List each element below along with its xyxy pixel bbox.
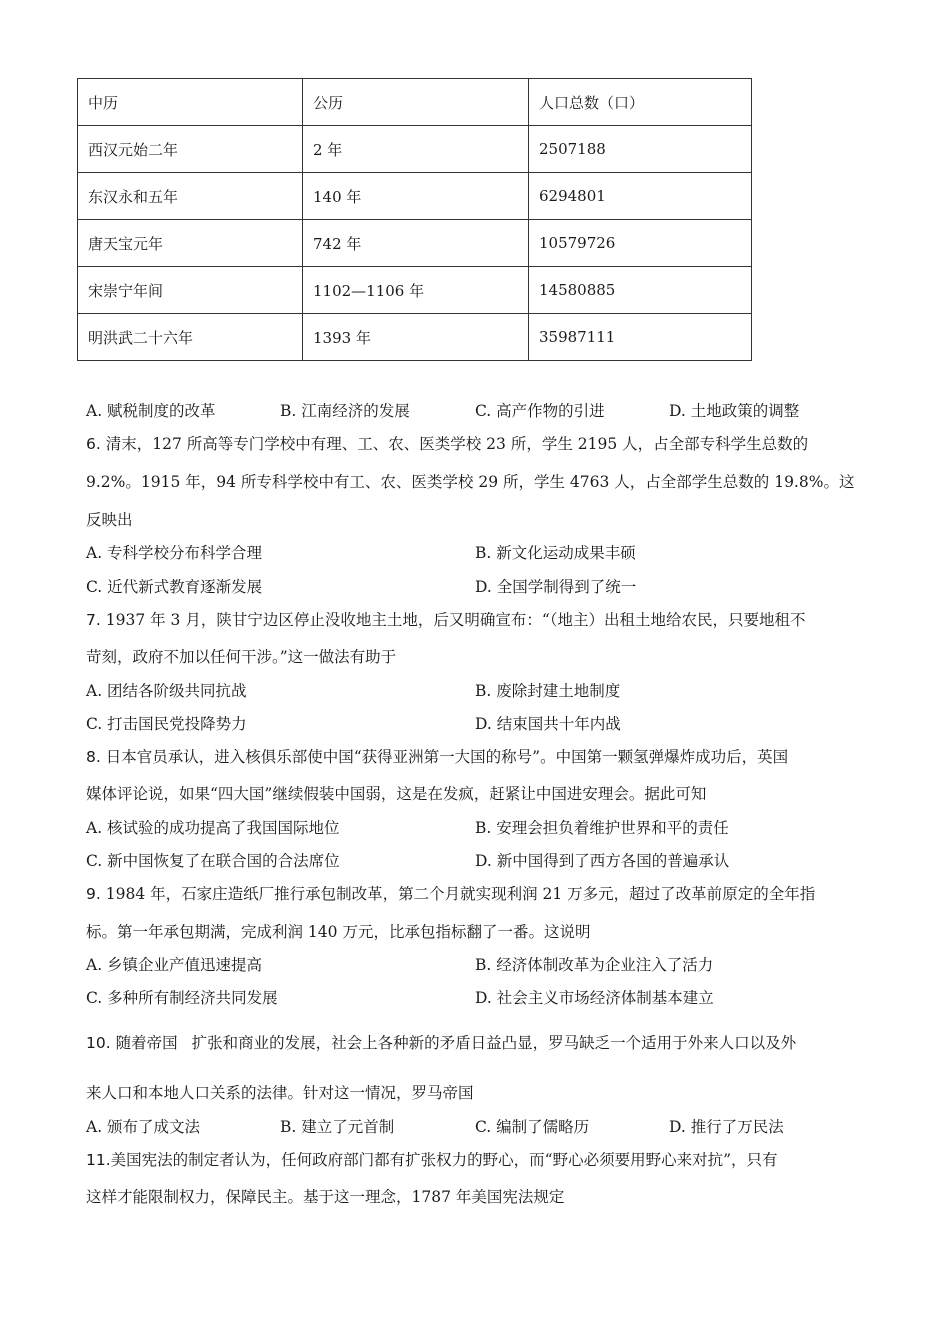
q6-option-b: B. 新文化运动成果丰硕 — [475, 544, 636, 562]
q6-option-c: C. 近代新式教育逐渐发展 — [86, 578, 263, 596]
q9-option-d: D. 社会主义市场经济体制基本建立 — [475, 989, 714, 1007]
q9-stem-line: 标。第一年承包期满，完成利润 140 万元，比承包指标翻了一番。这说明 — [86, 923, 591, 941]
header-cell: 公历 — [303, 79, 529, 126]
q6-stem-line: 反映出 — [86, 511, 133, 529]
table-cell: 14580885 — [529, 267, 752, 314]
q9-number: 9. — [86, 885, 101, 903]
table-cell: 1393 年 — [303, 314, 529, 361]
q5-option-d: D. 土地政策的调整 — [669, 402, 800, 420]
table-cell: 唐天宝元年 — [78, 220, 303, 267]
q6-option-d: D. 全国学制得到了统一 — [475, 578, 637, 596]
q10-stem-line: 10. 随着帝国 扩张和商业的发展，社会上各种新的矛盾日益凸显，罗马缺乏一个适用于外来人口以及外 — [86, 1034, 797, 1052]
table-cell: 140 年 — [303, 173, 529, 220]
table-cell: 明洪武二十六年 — [78, 314, 303, 361]
table-row — [78, 126, 752, 173]
q5-option-b: B. 江南经济的发展 — [280, 402, 410, 420]
q7-option-c: C. 打击国民党投降势力 — [86, 715, 247, 733]
q8-option-c: C. 新中国恢复了在联合国的合法席位 — [86, 852, 340, 870]
q10-option-d: D. 推行了万民法 — [669, 1118, 784, 1136]
table-row — [78, 314, 752, 361]
table-row — [78, 267, 752, 314]
q10-option-a: A. 颁布了成文法 — [86, 1118, 201, 1136]
q6-option-a: A. 专科学校分布科学合理 — [86, 544, 263, 562]
q6-number: 6. — [86, 435, 101, 453]
q10-stem-line: 来人口和本地人口关系的法律。针对这一情况，罗马帝国 — [86, 1084, 474, 1102]
q6-stem-line: 6. 清末，127 所高等专门学校中有理、工、农、医类学校 23 所，学生 2195 人，占全部专科学生总数的 — [86, 435, 809, 453]
header-cell: 人口总数（口） — [529, 79, 752, 126]
q7-option-b: B. 废除封建土地制度 — [475, 682, 621, 700]
table-cell: 宋崇宁年间 — [78, 267, 303, 314]
q11-stem-line: 这样才能限制权力，保障民主。基于这一理念，1787 年美国宪法规定 — [86, 1188, 565, 1206]
q11-number: 11. — [86, 1151, 111, 1169]
q10-number: 10. — [86, 1034, 111, 1052]
q6-stem-line: 9.2%。1915 年，94 所专科学校中有工、农、医类学校 29 所，学生 4763 人，占全部学生总数的 19.8%。这 — [86, 473, 855, 491]
table-cell: 10579726 — [529, 220, 752, 267]
q8-option-a: A. 核试验的成功提高了我国国际地位 — [86, 819, 340, 837]
q9-option-a: A. 乡镇企业产值迅速提高 — [86, 956, 263, 974]
table-header-row — [78, 79, 752, 126]
q5-option-c: C. 高产作物的引进 — [475, 402, 605, 420]
q8-option-b: B. 安理会担负着维护世界和平的责任 — [475, 819, 729, 837]
q9-option-b: B. 经济体制改革为企业注入了活力 — [475, 956, 714, 974]
header-cell: 中历 — [78, 79, 303, 126]
q11-stem-line: 11.美国宪法的制定者认为，任何政府部门都有扩张权力的野心，而“野心必须要用野心来对抗”，只有 — [86, 1151, 778, 1169]
q9-stem-line: 9. 1984 年，石家庄造纸厂推行承包制改革，第二个月就实现利润 21 万多元，超过了改革前原定的全年指 — [86, 885, 816, 903]
table-cell: 西汉元始二年 — [78, 126, 303, 173]
population-table — [77, 78, 752, 361]
table-row — [78, 173, 752, 220]
q10-option-b: B. 建立了元首制 — [280, 1118, 395, 1136]
q7-number: 7. — [86, 611, 101, 629]
table-cell: 1102—1106 年 — [303, 267, 529, 314]
q8-number: 8. — [86, 748, 101, 766]
table-row — [78, 220, 752, 267]
table-cell: 35987111 — [529, 314, 752, 361]
q7-option-a: A. 团结各阶级共同抗战 — [86, 682, 247, 700]
q8-stem-line: 8. 日本官员承认，进入核俱乐部使中国“获得亚洲第一大国的称号”。中国第一颗氢弹爆炸成功后，英国 — [86, 748, 789, 766]
q5-option-a: A. 赋税制度的改革 — [86, 402, 216, 420]
q9-option-c: C. 多种所有制经济共同发展 — [86, 989, 278, 1007]
q7-option-d: D. 结束国共十年内战 — [475, 715, 621, 733]
q10-option-c: C. 编制了儒略历 — [475, 1118, 590, 1136]
table-cell: 2 年 — [303, 126, 529, 173]
q8-stem-line: 媒体评论说，如果“四大国”继续假装中国弱，这是在发疯，赶紧让中国进安理会。据此可知 — [86, 785, 707, 803]
q7-stem-line: 7. 1937 年 3 月，陕甘宁边区停止没收地主土地，后又明确宣布：“（地主）出租土地给农民，只要地租不 — [86, 611, 806, 629]
q8-option-d: D. 新中国得到了西方各国的普遍承认 — [475, 852, 730, 870]
table-cell: 6294801 — [529, 173, 752, 220]
q7-stem-line: 苛刻，政府不加以任何干涉。”这一做法有助于 — [86, 648, 397, 666]
table-cell: 742 年 — [303, 220, 529, 267]
table-cell: 东汉永和五年 — [78, 173, 303, 220]
table-cell: 2507188 — [529, 126, 752, 173]
